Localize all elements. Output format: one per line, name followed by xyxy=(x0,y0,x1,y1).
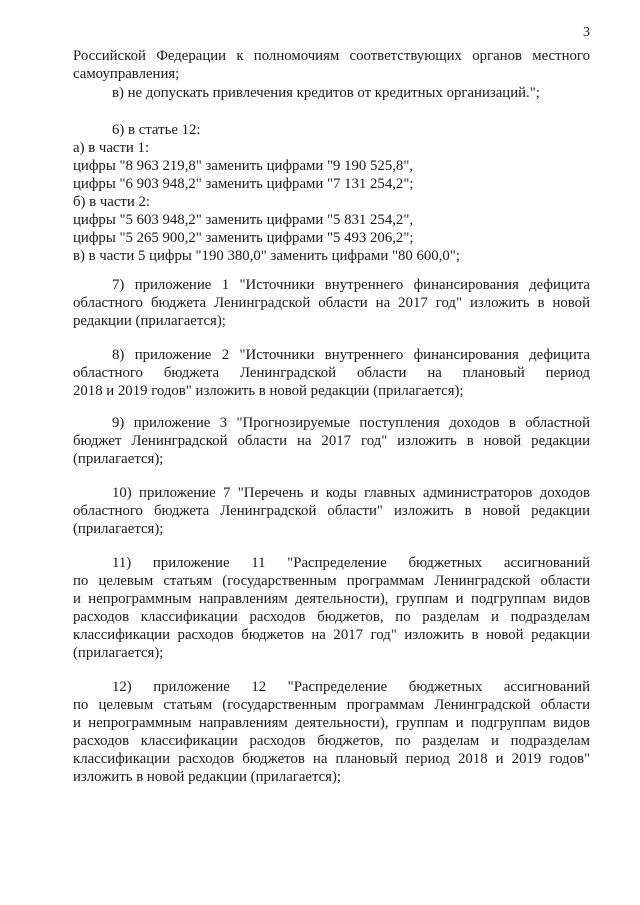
text-line: бюджет Ленинградской области на 2017 год" изложить в новой редакции xyxy=(73,433,590,449)
text-line: Российской Федерации к полномочиям соответствующих органов местного xyxy=(73,48,590,64)
text-line: а) в части 1: xyxy=(73,140,150,156)
text-line: областного бюджета Ленинградской области" изложить в новой редакции xyxy=(73,503,590,519)
text-line: 11) приложение 11 "Распределение бюджетных ассигнований xyxy=(112,555,590,571)
text-line: в) не допускать привлечения кредитов от кредитных организаций."; xyxy=(112,85,540,101)
text-line: расходов классификации расходов бюджетов, по разделам и подразделам xyxy=(73,609,590,625)
text-line: цифры "5 265 900,2" заменить цифрами "5 493 206,2"; xyxy=(73,230,414,246)
text-line: (прилагается); xyxy=(73,451,164,467)
text-line: цифры "6 903 948,2" заменить цифрами "7 131 254,2"; xyxy=(73,176,414,192)
text-line: по целевым статьям (государственным программам Ленинградской области xyxy=(73,573,590,589)
text-line: областного бюджета Ленинградской области на плановый период xyxy=(73,365,590,381)
text-line: расходов классификации расходов бюджетов, по разделам и подразделам xyxy=(73,733,590,749)
text-line: 10) приложение 7 "Перечень и коды главных администраторов доходов xyxy=(112,485,590,501)
text-line: б) в части 2: xyxy=(73,194,151,210)
text-line: цифры "8 963 219,8" заменить цифрами "9 190 525,8", xyxy=(73,158,414,174)
text-line: 2018 и 2019 годов" изложить в новой редакции (прилагается); xyxy=(73,383,464,399)
text-line: цифры "5 603 948,2" заменить цифрами "5 831 254,2", xyxy=(73,212,414,228)
text-line: 6) в статье 12: xyxy=(112,122,201,138)
text-line: классификации расходов бюджетов на плановый период 2018 и 2019 годов" xyxy=(73,751,590,767)
text-line: по целевым статьям (государственным программам Ленинградской области xyxy=(73,697,590,713)
text-line: в) в части 5 цифры "190 380,0" заменить цифрами "80 600,0"; xyxy=(73,248,460,264)
text-line: и непрограммным направлениям деятельности), группам и подгруппам видов xyxy=(73,591,590,607)
text-line: самоуправления; xyxy=(73,66,180,82)
text-line: (прилагается); xyxy=(73,645,164,661)
text-line: 7) приложение 1 "Источники внутреннего финансирования дефицита xyxy=(112,277,590,293)
text-line: 9) приложение 3 "Прогнозируемые поступления доходов в областной xyxy=(112,415,590,431)
text-line: 12) приложение 12 "Распределение бюджетных ассигнований xyxy=(112,679,590,695)
page-number: 3 xyxy=(583,25,590,40)
text-line: классификации расходов бюджетов на 2017 год" изложить в новой редакции xyxy=(73,627,590,643)
text-line: 8) приложение 2 "Источники внутреннего финансирования дефицита xyxy=(112,347,590,363)
text-line: изложить в новой редакции (прилагается); xyxy=(73,769,342,785)
text-line: редакции (прилагается); xyxy=(73,313,226,329)
text-line: областного бюджета Ленинградской области на 2017 год" изложить в новой xyxy=(73,295,590,311)
text-line: (прилагается); xyxy=(73,521,164,537)
text-line: и непрограммным направлениям деятельности), группам и подгруппам видов xyxy=(73,715,590,731)
